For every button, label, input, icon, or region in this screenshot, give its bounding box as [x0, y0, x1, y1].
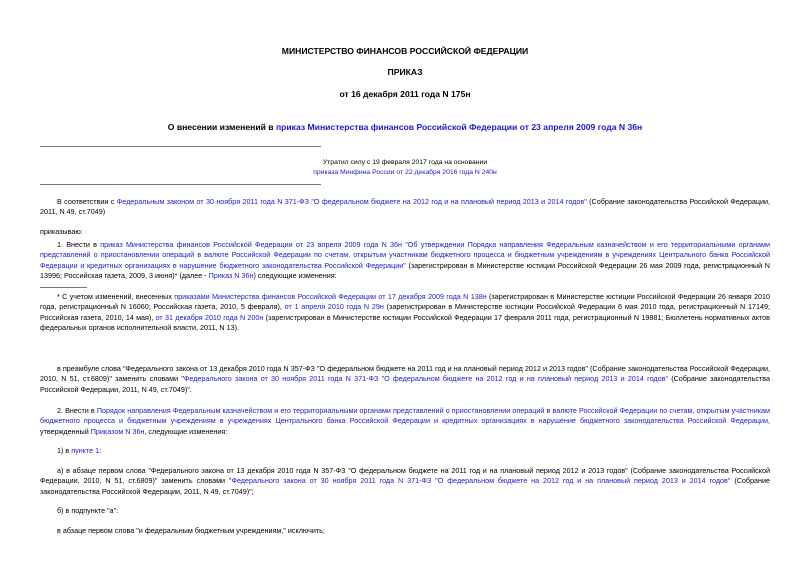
item-1: [40, 446, 770, 456]
item-a-law-link[interactable]: Федерального закона от 30 ноября 2011 года N 371-ФЗ "О федеральном бюджете на 2012 год и на плановый период 2013 и 2014 годов": [231, 476, 731, 486]
status-line: Утратил силу с 19 февраля 2017 года на основании: [322, 159, 488, 166]
footnote-text-4: (зарегистрирован в Министерстве юстиции Российской Федерации 17 февраля 2011 года, регистрационный N 19881; Бюллетень нормативных актов федеральных органов исполнительной власти, 2011, N 13).: [40, 312, 770, 333]
footnote-divider: [40, 287, 87, 288]
footnote-text: * С учетом изменений, внесенных: [57, 292, 175, 301]
status-note: [40, 158, 770, 179]
intro-law-link[interactable]: Федеральным законом от 30 ноября 2011 года N 371-ФЗ "О федеральном бюджете на 2012 год и на плановый период 2013 и 2014 годов": [116, 197, 587, 206]
item-1-text: 1) в: [57, 446, 72, 455]
paragraph-2: [40, 406, 770, 437]
doc-title-link[interactable]: приказ Министерства финансов Российской Федерации от 23 апреля 2009 года N 36н: [275, 122, 643, 132]
footnote-link-200n[interactable]: от 31 декабря 2010 года N 200н: [155, 312, 264, 322]
item-a-text-end: (Собрание законодательства Российской Федерации, 2011, N 49, ст.7049)";: [40, 476, 770, 496]
order-word: приказываю:: [40, 227, 83, 236]
p1-text-end: ) следующие изменения:: [253, 271, 337, 281]
ministry-heading: МИНИСТЕРСТВО ФИНАНСОВ РОССИЙСКОЙ ФЕДЕРАЦИИ: [281, 46, 529, 56]
p2-text: 2. Внести в: [57, 406, 97, 415]
item-b-first-paragraph: в абзаце первом слова "и федеральным бюджетным учреждениям," исключить;: [57, 526, 325, 535]
intro-paragraph: [40, 197, 770, 218]
preamble-text: в преамбуле слова "Федерального закона от 13 декабря 2010 года N 357-ФЗ "О федеральном бюджете на 2011 год и на плановый период 2012 и 2013 годов" (Собрание законодательства Российской Федерации, 2010, N 51, ст.6809)" заменить словами ": [40, 364, 770, 384]
p2-text-mid: , утвержденный: [40, 416, 770, 436]
footnote-text-2: (зарегистрирован в Министерстве юстиции Российской Федерации 26 января 2010 года, регистрационный N 16060; Российская газета, 2010, 5 февраля),: [40, 292, 770, 312]
p1-order36-link[interactable]: Приказ N 36н: [208, 271, 254, 281]
p1-text: 1. Внести в: [57, 240, 101, 249]
footnote-text-3: (зарегистрирован в Министерстве юстиции Российской Федерации 6 мая 2010 года, регистрационный N 17149; Российская газета, 2010, 14 мая),: [40, 302, 770, 322]
preamble-paragraph: [40, 364, 770, 395]
item-1-point-link[interactable]: пункте 1: [71, 446, 100, 455]
p2-text-end: , следующие изменения:: [144, 426, 228, 436]
divider-top: [40, 146, 321, 147]
footnote: [40, 292, 770, 334]
p2-order36-link[interactable]: Приказом N 36н: [90, 426, 145, 436]
item-1-colon: :: [99, 446, 102, 455]
p2-procedure-link[interactable]: Порядок направления Федеральным казначейством и его территориальными органами представлений о приостановлении операций в валюте Российской Федерации по счетам, открытым участникам бюджетного процесса и бюджетным учреждениям в учреждениях Центрального банка Российской Федерации и кредитных организациях в нарушение бюджетного законодательства Российской Федерации: [40, 406, 770, 426]
status-repeal-link[interactable]: приказа Минфина России от 22 декабря 2016 года N 240н: [313, 169, 497, 177]
footnote-link-138n[interactable]: приказами Министерства финансов Российской Федерации от 17 декабря 2009 года N 138н: [174, 292, 487, 301]
doc-type-heading: ПРИКАЗ: [387, 67, 423, 77]
p1-text-mid: (зарегистрирован в Министерстве юстиции Российской Федерации 26 мая 2009 года, регистрационный N 13996; Российская газета, 2009, 3 июня)* (далее -: [40, 260, 770, 281]
divider-bottom: [40, 184, 321, 185]
footnote-link-29n[interactable]: от 1 апреля 2010 года N 29н: [284, 302, 384, 312]
p1-order-link[interactable]: приказ Министерства финансов Российской Федерации от 23 апреля 2009 года N 36н "Об утверждении Порядка направления Федеральным казначейством и его территориальными органами представлений о приостановлении операций в валюте Российской Федерации по счетам, открытым участникам бюджетного процесса и бюджетным учреждениям в учреждениях Центрального банка Российской Федерации и кредитных организациях в нарушение бюджетного законодательства Российской Федерации": [40, 240, 770, 270]
item-b: б) в подпункте "а":: [57, 506, 119, 515]
intro-text: В соответствии с: [57, 197, 117, 206]
doc-date-number: от 16 декабря 2011 года N 175н: [339, 89, 471, 99]
preamble-text-end: (Собрание законодательства Российской Федерации, 2011, N 49, ст.7049)".: [40, 374, 770, 394]
doc-title-prefix: О внесении изменений в: [167, 122, 276, 132]
preamble-law-link[interactable]: Федерального закона от 30 ноября 2011 года N 371-ФЗ "О федеральном бюджете на 2012 год и на плановый период 2013 и 2014 годов": [183, 374, 668, 384]
item-a: [40, 466, 770, 497]
doc-title: [40, 122, 770, 133]
paragraph-1: [40, 240, 770, 282]
item-a-text: а) в абзаце первом слова "Федерального закона от 13 декабря 2010 года N 357-ФЗ "О федеральном бюджете на 2011 год и на плановый период 2012 и 2013 годов" (Собрание законодательства Российской Федерации, 2010, N 51, ст.6809)" заменить словами ": [40, 466, 770, 486]
intro-text-end: (Собрание законодательства Российской Федерации, 2011, N 49, ст.7049): [40, 197, 770, 217]
